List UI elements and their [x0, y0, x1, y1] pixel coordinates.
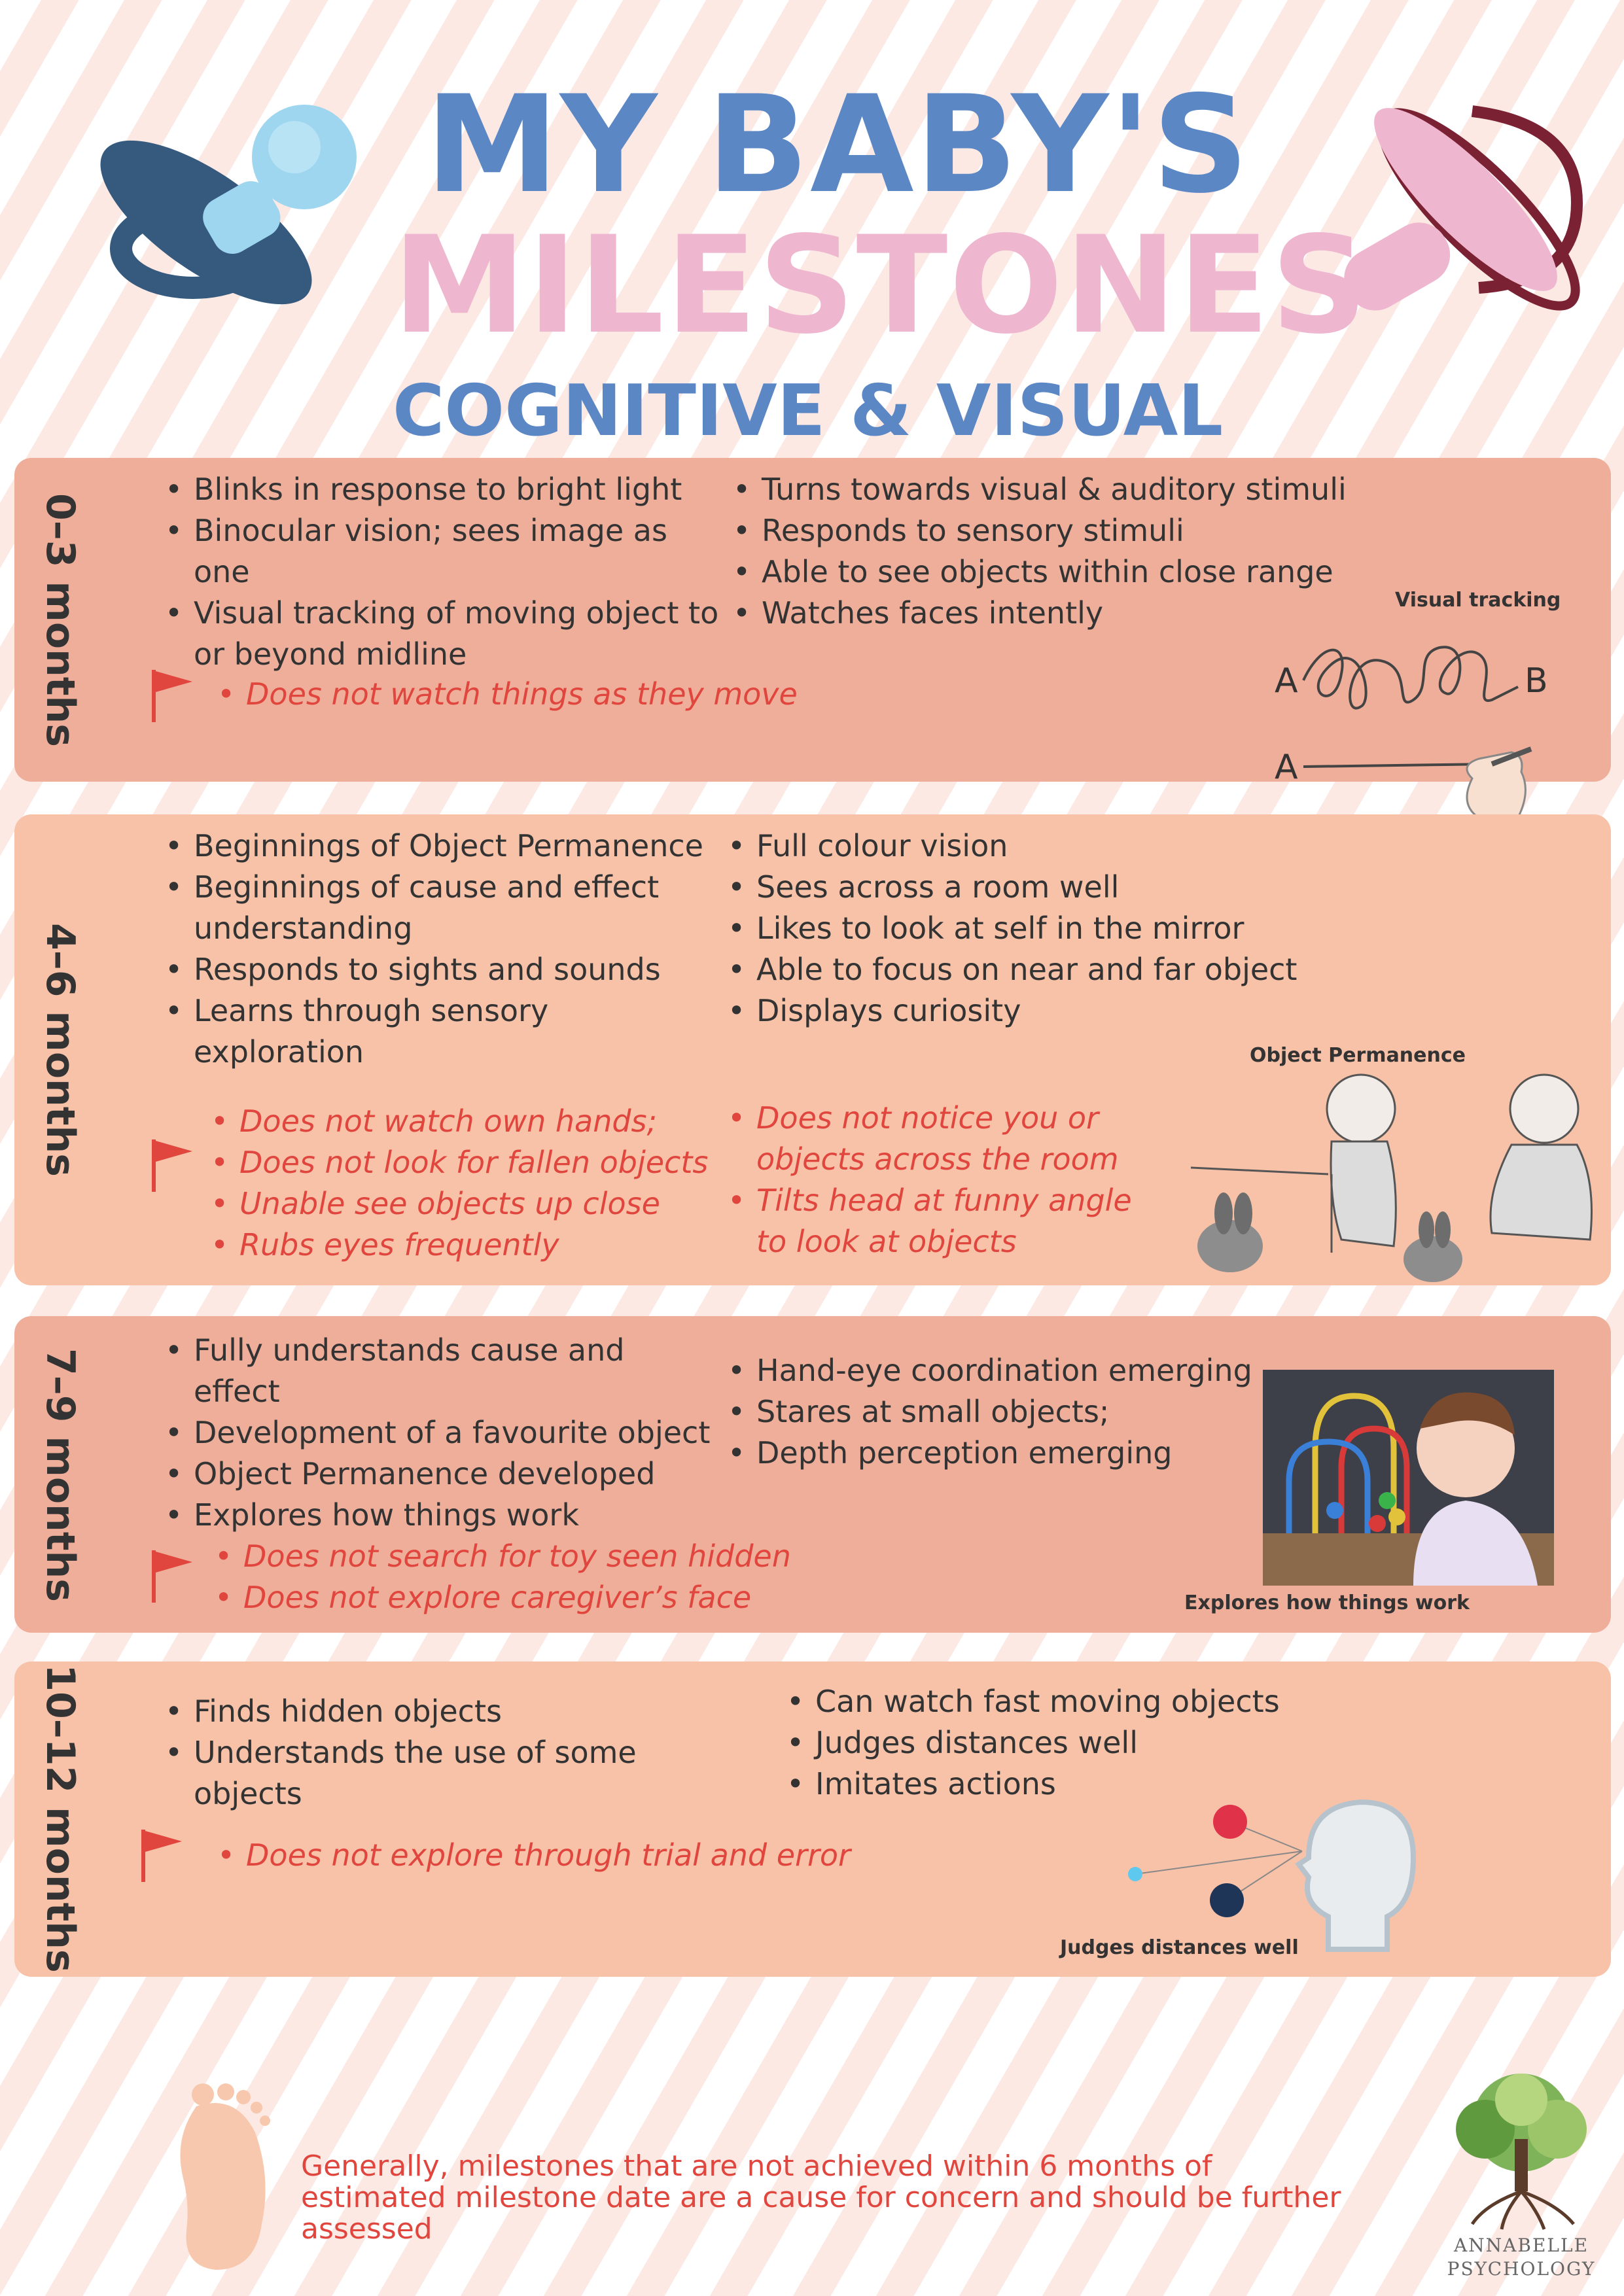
object-permanence-illustration	[1178, 1070, 1603, 1285]
age-label: 4–6 months	[37, 923, 83, 1177]
milestone-item: • Able to see objects within close range	[725, 551, 1379, 593]
logo-line2: PSYCHOLOGY	[1447, 2258, 1596, 2280]
milestone-item: • Fully understands cause and effect	[157, 1330, 720, 1412]
milestone-item: • Watches faces intently	[725, 593, 1379, 634]
red-flag-icon	[149, 669, 195, 722]
red-flag-item: • Tilts head at funny angle to look at objects	[720, 1180, 1165, 1262]
milestone-item: • Imitates actions	[779, 1764, 1368, 1805]
near-object-dot	[1213, 1805, 1247, 1839]
milestone-list-left	[157, 1691, 746, 1815]
toy-mouse-icon	[1197, 1192, 1263, 1272]
milestone-item: • Beginnings of Object Permanence	[157, 826, 720, 867]
logo-line1: ANNABELLE	[1453, 2235, 1589, 2256]
age-label: 10–12 months	[37, 1664, 83, 1973]
milestone-item: • Beginnings of cause and effect understanding	[157, 867, 720, 949]
red-flag-icon	[149, 1138, 195, 1192]
subtitle: COGNITIVE & VISUAL	[393, 370, 1224, 452]
age-label: 0–3 months	[37, 493, 83, 747]
red-flag-item: • Does not watch own hands;	[203, 1101, 726, 1142]
milestone-item: • Responds to sensory stimuli	[725, 510, 1379, 551]
milestone-list-right	[779, 1681, 1368, 1805]
red-flag-item: • Does not watch things as they move	[209, 674, 798, 715]
red-flag-list	[209, 1835, 864, 1876]
milestone-item: • Can watch fast moving objects	[779, 1681, 1368, 1722]
milestone-item: • Stares at small objects;	[720, 1391, 1256, 1433]
milestone-item: • Sees across a room well	[720, 867, 1309, 908]
image-caption: Object Permanence	[1250, 1044, 1466, 1067]
milestone-list-right	[725, 469, 1379, 634]
red-flag-item: • Does not explore through trial and error	[209, 1835, 864, 1876]
milestone-item: • Hand-eye coordination emerging	[720, 1350, 1256, 1391]
red-flag-item: • Does not search for toy seen hidden	[207, 1536, 796, 1577]
depth-perception-diagram	[1112, 1792, 1426, 1956]
milestone-item: • Able to focus on near and far object	[720, 949, 1309, 990]
red-flag-item: • Does not notice you or objects across the room	[720, 1098, 1165, 1180]
point-b-label: B	[1525, 661, 1548, 701]
milestone-item: • Responds to sights and sounds	[157, 949, 720, 990]
age-label: 7–9 months	[37, 1348, 83, 1602]
milestone-item: • Visual tracking of moving object to or beyond midline	[157, 593, 726, 675]
blue-pacifier-icon	[56, 92, 357, 340]
red-flag-list	[207, 1536, 796, 1618]
milestone-item: • Learns through sensory exploration	[157, 990, 720, 1073]
milestone-item: • Blinks in response to bright light	[157, 469, 726, 510]
head-profile-icon	[1299, 1802, 1413, 1949]
milestone-list-left	[157, 469, 726, 675]
red-flag-list-right	[720, 1098, 1165, 1262]
milestone-item: • Full colour vision	[720, 826, 1309, 867]
red-flag-item: • Does not look for fallen objects	[203, 1142, 726, 1183]
milestone-item: • Development of a favourite object	[157, 1412, 720, 1453]
point-a-label: A	[1275, 661, 1298, 701]
red-flag-list	[203, 1101, 726, 1266]
hand-with-pen-icon	[1467, 749, 1531, 824]
milestone-item: • Binocular vision; sees image as one	[157, 510, 726, 593]
milestone-item: • Explores how things work	[157, 1495, 720, 1536]
milestone-list-left	[157, 1330, 720, 1536]
title-line1: MY BABY'S	[425, 67, 1250, 223]
milestone-item: • Object Permanence developed	[157, 1453, 720, 1495]
milestone-item: • Judges distances well	[779, 1722, 1368, 1764]
red-flag-item: • Unable see objects up close	[203, 1183, 726, 1225]
milestone-item: • Likes to look at self in the mirror	[720, 908, 1309, 949]
red-flag-item: • Does not explore caregiver’s face	[207, 1577, 796, 1618]
milestone-item: • Understands the use of some objects	[157, 1732, 746, 1815]
logo-text	[1433, 2234, 1610, 2281]
title-line2: MILESTONES	[393, 208, 1369, 364]
image-caption: Visual tracking	[1395, 589, 1561, 612]
milestone-list-right	[720, 1350, 1256, 1474]
baby-left-illustration	[1327, 1075, 1396, 1246]
image-caption: Judges distances well	[1060, 1936, 1299, 1959]
milestone-item: • Finds hidden objects	[157, 1691, 746, 1732]
point-a-label: A	[1275, 748, 1298, 787]
milestone-list-right	[720, 826, 1309, 1032]
red-flag-item: • Rubs eyes frequently	[203, 1225, 726, 1266]
baby-foot-icon	[157, 2080, 288, 2276]
milestone-item: • Displays curiosity	[720, 990, 1309, 1032]
baby-playing-photo	[1263, 1370, 1554, 1586]
milestone-item: • Depth perception emerging	[720, 1433, 1256, 1474]
red-flag-list	[209, 674, 798, 715]
image-caption: Explores how things work	[1184, 1592, 1470, 1614]
far-object-dot	[1128, 1867, 1142, 1881]
red-flag-icon	[149, 1549, 195, 1603]
toy-mouse-icon	[1403, 1211, 1462, 1282]
milestone-list-left	[157, 826, 720, 1073]
milestone-item: • Turns towards visual & auditory stimuli	[725, 469, 1379, 510]
footer-note: Generally, milestones that are not achieved within 6 months of estimated milestone date are a cause for concern and should be further assessed	[301, 2149, 1341, 2246]
mid-object-dot	[1210, 1883, 1244, 1917]
red-flag-icon	[139, 1828, 185, 1882]
baby-right-illustration	[1491, 1075, 1592, 1240]
tree-logo-icon	[1446, 2067, 1597, 2231]
